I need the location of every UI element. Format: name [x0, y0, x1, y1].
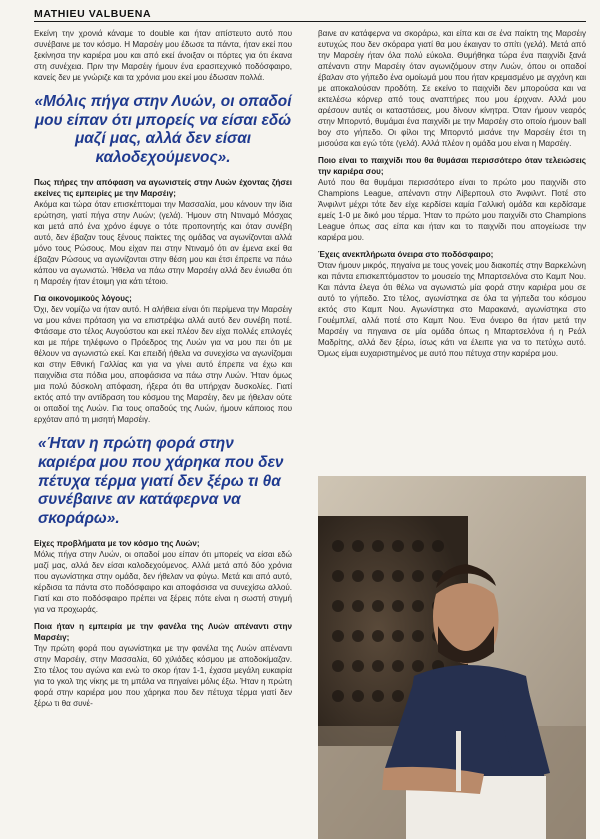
left-column: [34, 28, 292, 709]
question: Για οικονομικούς λόγους;: [34, 294, 132, 304]
question: Ποιο είναι το παιχνίδι που θα θυμάσαι περισσότερο όταν τελειώσεις την καριέρα σου;: [318, 156, 586, 176]
question: Είχες προβλήματα με τον κόσμο της Λυών;: [34, 539, 200, 549]
header-name: MATHIEU VALBUENA: [34, 8, 152, 20]
paragraph: Μόλις πήγα στην Λυών, οι οπαδοί μου είπαν ότι μπορείς να είσαι εδώ μαζί μας, αλλά δεν είσαι καλοδεχούμενος. Αλλά μετά από δύο χρόνια που αγωνίστηκα στην ομάδα, δεν ήθελαν να φύγω. Μετά και από αυτό, κέρδισα τα πάντα στο ποδόσφαιρο και αποφάσισα να συνεχίσω αλλού. Γιατί και στο ποδόσφαιρο πρέπει να ξέρεις πότε είναι η σωστή στιγμή για να προχωράς.: [34, 550, 292, 615]
paragraph: Εκείνη την χρονιά κάναμε το double και ήταν απίστευτο αυτό που συνέβαινε με τον κόσμο. Η Μαρσέιγ μου έδωσε τα πάντα, ήταν εκεί που ξεκίνησα την καριέρα μου και από εκεί άνοιξαν οι πόρτες για ότι έκανα στη συνέχεια. Πριν την Μαρσέιγ ήμουν ένα ερασιτεχνικό ποδόσφαιρο, κανείς δεν με γνώριζε και τα χρόνια μου εκεί μου έδωσαν πολλά.: [34, 29, 292, 82]
paragraph: Όταν ήμουν μικρός, πηγαίνα με τους γονείς μου διακοπές στην Βαρκελώνη και πάντα επισκεπτόμαστον το μουσείο της Μπαρτσελόνα στο Καμπ Νου. Και πάντα έλεγα ότι θέλω να αγωνιστώ μία φορά στην καριέρα μου σε αυτό το γήπεδο. Στο τέλος, αγωνίστηκα σε όλα τα γήπεδα του κόσμου εκτός στο Καμπ Νου. Αγωνίστηκα στο Μαρακανά, αγωνίστηκα στο Γουέμπλεϊ, αλλά ποτέ στο Καμπ Νου. Ένα όνειρο θα ήταν μετά την Μαρσέιγ να πηγαινα σε μία ομάδα όπως η Μπαρτσελόνα ή η Ρεάλ Μαδρίτης, αλλά δεν ξέρω, ίσως κάτι να έλειπε για να το πετύχω αυτό. Όμως είμαι ευχαριστημένος με αυτό που πέτυχα στην καριέρα μου.: [318, 261, 586, 358]
pull-quote: «Ήταν η πρώτη φορά στην καριέρα μου που χάρηκα που δεν πέτυχα τέρμα γιατί δεν ξέρω τι θα συνέβαινε αν κατάφερνα να σκοράρω».: [38, 435, 284, 527]
player-photo: [318, 476, 586, 839]
paragraph: Όχι, δεν νομίζω να ήταν αυτό. Η αλήθεια είναι ότι περίμενα την Μαρσέιγ να μου κάνει πρόταση για να επιστρέψω αλλά αυτό δεν συνέβη ποτέ. Φτάσαμε στο τέλος Αυγούστου και εκεί πλέον δεν είχα πολλές επιλογές και με πήρε τηλέφωνο ο Πρόεδρος της Λυών για να μου πει ότι με θέλουν να αγωνιστώ εκεί. Και επειδή ήθελα να συνεχίσω να αγωνίζομαι και στην Εθνική Γαλλίας και για να γίνει αυτό έπρεπε να έχω και παιχνίδια στα πόδια μου, αποφάσισα να πάω στην Λυών. Ήταν όμως μια πολύ δύσκολη απόφαση, ήξερα ότι θα υπήρχαν δυσκολίες. Γιατί εκτός από την αντίδραση του κόσμου της Μαρσέιγ, δεν με ήθελαν ούτε οι οπαδοί της Λυών. Για τους οπαδούς της Λυών, ήμουν κάποιος που ερχόταν από τη μισητή Μαρσέιγ.: [34, 305, 292, 425]
question: Ποια ήταν η εμπειρία με την φανέλα της Λυών απέναντι στην Μαρσέιγ;: [34, 622, 292, 643]
pull-quote: «Μόλις πήγα στην Λυών, οι οπαδοί μου είπαν ότι μπορείς να είσαι εδώ μαζί μας, αλλά δεν είσαι καλοδεχούμενος».: [34, 93, 292, 166]
paragraph: Ακόμα και τώρα όταν επισκέπτομαι την Μασσαλία, μου κάνουν την ίδια ερώτηση, γιατί πήγα στην Λυών; (γελά). Ήμουν στη Ντιναμό Μόσχας και μετά από ένα χρόνο έφυγε ο τότε προπονητής και όταν συνέβη αυτό, δεν έβαζαν τους ξένους παίκτες της ομάδας να αγωνίζονται αλλά μόνο τους Ρώσους. Μου είχαν πει στην Ντιναμό ότι αν έμενα εκεί θα έβαζαν Ρώσους να αγωνίζονται στην θέση μου και έτσι έπρεπε να πάω κάπου να αγωνιστώ. Ήθελα να πάω στην Μαρσέιγ αλλά δεν ένιωθα ότι η Μαρσέιγ ήταν έτοιμη για κάτι τέτοιο.: [34, 200, 292, 287]
paragraph: Αυτό που θα θυμάμαι περισσότερο είναι το πρώτο μου παιχνίδι στο Champions League, απέναντι στην Λίβερπουλ στο Άνφιλντ. Ποτέ στο Άνφιλντ μέχρι τότε δεν είχε κερδίσει καμία Γαλλική ομάδα και κερδίσαμε εμείς 1-0 με δικό μου τέρμα. Ήταν το πρώτο μου παιχνίδι στο Champions League όπως σας είπα και ήταν και το παιχνίδι που απογείωσε την καριέρα μου.: [318, 178, 586, 242]
paragraph: Την πρώτη φορά που αγωνίστηκα με την φανέλα της Λυών απέναντι στην Μαρσέιγ, στην Μασσαλία, 60 χιλιάδες κόσμου με αποδοκίμαζαν. Στο τέλος του αγώνα και ενώ το σκορ ήταν 1-1, έχασα μεγάλη ευκαιρία για το γκολ της νίκης με τη μπάλα να πηγαίνει μόλις έξω. Ήταν η πρώτη φορά στην καριέρα μου που χάρηκα που δεν πέτυχα τέρμα γιατί δεν ξέρω τι θα συνέ-: [34, 644, 292, 709]
page-header: [34, 4, 586, 20]
question: Έχεις ανεκπλήρωτα όνειρα στο ποδόσφαιρο;: [318, 250, 494, 259]
question: Πως πήρες την απόφαση να αγωνιστείς στην Λυών έχοντας ζήσει εκείνες τις εμπειρίες με την Μαρσέιγ;: [34, 178, 292, 199]
paragraph: βαινε αν κατάφερνα να σκοράρω, και είπα και σε ένα παίκτη της Μαρσέιγ ευτυχώς που δεν σκόραρα γιατί θα μου έκαιγαν το σπίτι (γελά). Μετά από την Μαρσέιγ ήταν όλα πολύ εύκολα. Θυμήθηκα τώρα ένα παιχνίδι ξανά απέναντι στην Μαρσέιγ όταν αγωνιζόμουν στην Λυών, όπου οι οπαδοί έβαλαν στο γήπεδο ένα ομοίωμά μου που ήταν κρεμασμένο με αγχόνη και με αποκαλούσαν προδότη. Σε εκείνο το παιχνίδι δεν μπορούσα και να εκτελέσω κόρνερ από τους αναπτήρες που μου έριχναν. Αλλά μου αρέσουν αυτές οι καταστάσεις, μου δίνουν κίνητρα. Όταν ήμουν νεαρός στην Μπορντό, θυμάμαι ένα παιχνίδι με την Μαρσέιγ στο οποίο ήμουν ball boy στο γήπεδο. Οι φίλοι της Μπορντό μισάνε την Μαρσέιγ έτσι τη μισούσα και εγώ τότε (γελά). Αλλά πλέον η ομάδα μου είναι η Μαρσέιγ.: [318, 29, 586, 148]
header-rule: [34, 21, 586, 22]
right-column: [318, 28, 586, 359]
